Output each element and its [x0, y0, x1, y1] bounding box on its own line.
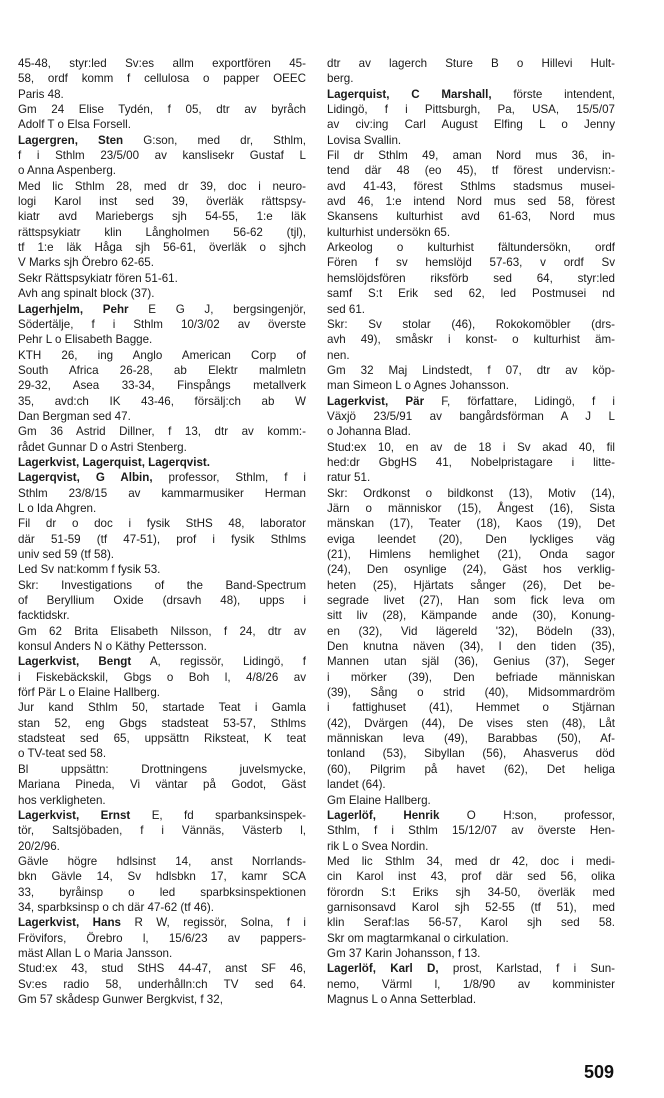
- entry-line: [18, 931, 306, 946]
- entry-line: [18, 700, 306, 715]
- entry-text: mäst Allan L o Maria Jansson.: [18, 946, 173, 960]
- entry-text: mänskan (17), Teater (18), Kaos (19), Det: [327, 517, 615, 531]
- entry-line: [327, 854, 615, 869]
- entry-text: heten (25), Hjärtats sånger (26), Det be-: [327, 578, 615, 592]
- entry-line: [18, 808, 306, 823]
- entry-text: Gm 36 Astrid Dillner, f 13, dtr av komm:-: [18, 425, 306, 439]
- entry-headword: Lagerlöf, Karl D,: [327, 962, 439, 976]
- page-number: 509: [584, 1062, 615, 1082]
- entry-line: [327, 470, 615, 485]
- entry-line: [327, 225, 615, 240]
- entry-text: hemslöjdsfören riksförb sed 64, styr:led: [327, 271, 615, 285]
- entry-line: [327, 240, 615, 255]
- biography-entry: [18, 302, 306, 455]
- entry-line: [18, 854, 306, 869]
- entry-line: [327, 378, 615, 393]
- entry-headword: Lagerqvist, G Albin,: [18, 471, 153, 485]
- entry-text: i Fiskebäckskil, Gbgs o Boh l, 4/8/26 av: [18, 670, 306, 684]
- entry-text: klin Seraf:las 56-57, Karol sjh sed 58.: [327, 916, 615, 930]
- entry-text: nen.: [327, 348, 350, 362]
- entry-line: [18, 946, 306, 961]
- entry-line: [327, 87, 615, 102]
- entry-text: samf S:t Erik sed 62, led Postmusei nd: [327, 287, 615, 301]
- entry-line: [327, 363, 615, 378]
- entry-line: [327, 348, 615, 363]
- entry-text: Skansens kulturhist avd 61-63, Nord mus: [327, 210, 615, 224]
- entry-line: [18, 823, 306, 838]
- entry-text: facktidskr.: [18, 609, 70, 623]
- entry-line: [18, 977, 306, 992]
- entry-line: [327, 624, 615, 639]
- entry-text: människan leva (49), Barabbas (50), Af-: [327, 732, 615, 746]
- entry-line: [18, 440, 306, 455]
- entry-line: [327, 148, 615, 163]
- entry-text: logi Karol inst sed 39, överläk rättspsy-: [18, 195, 306, 209]
- entry-line: [327, 639, 615, 654]
- entry-text: stadsteat sed 65, uppsättn Riksteat, K teat: [18, 732, 306, 746]
- entry-text: 29-32, Asea 33-34, Finspångs metallverk: [18, 379, 306, 393]
- entry-line: [18, 961, 306, 976]
- entry-line: [18, 639, 306, 654]
- entry-line: [327, 977, 615, 992]
- entry-text: 20/2/96.: [18, 839, 60, 853]
- entry-line: [18, 716, 306, 731]
- entry-text: (21), Himlens hemlighet (21), Onda sagor: [327, 548, 615, 561]
- entry-line: [18, 71, 306, 86]
- entry-line: [327, 685, 615, 700]
- entry-text: (60), Pilgrim på havet (62), Det heliga: [327, 762, 615, 776]
- entry-line: [18, 179, 306, 194]
- entry-line: [18, 194, 306, 209]
- entry-text: Jur kand Sthlm 50, startade Teat i Gamla: [18, 701, 306, 715]
- entry-line: [327, 670, 615, 685]
- entry-line: [18, 455, 306, 470]
- entry-text: Skr: Ordkonst o bildkonst (13), Motiv (14),: [327, 486, 615, 500]
- entry-text: 35, avd:ch IK 43-46, försälj:ch ab W: [18, 394, 306, 408]
- entry-headword: Lagerkvist, Hans: [18, 916, 122, 930]
- entry-text: ratur 51.: [327, 471, 371, 485]
- entry-line: [18, 777, 306, 792]
- entry-line: [327, 839, 615, 854]
- entry-text: prost, Karlstad, f i Sun-: [438, 962, 616, 976]
- entry-text: Gm 62 Brita Elisabeth Nilsson, f 24, dtr av: [18, 624, 306, 638]
- entry-line: [18, 731, 306, 746]
- entry-line: [18, 885, 306, 900]
- entry-line: [327, 286, 615, 301]
- entry-line: [18, 992, 306, 1007]
- biography-entry: [18, 56, 306, 133]
- entry-text: O H:son, professor,: [439, 808, 615, 822]
- entry-line: [327, 317, 615, 332]
- entry-line: [18, 56, 306, 71]
- entry-line: [327, 593, 615, 608]
- entry-text: kulturhist undersökn 65.: [327, 225, 451, 239]
- entry-line: [327, 731, 615, 746]
- entry-line: [18, 332, 306, 347]
- entry-line: [327, 762, 615, 777]
- entry-line: [327, 163, 615, 178]
- entry-text: Den knutna näven (34), I den tiden (35),: [327, 640, 615, 654]
- entry-text: Arkeolog o kulturhist fältundersökn, ordf: [327, 241, 615, 255]
- entry-text: segrade livet (27), Han som fick leva om: [327, 594, 615, 608]
- entry-text: Fil dr Sthlm 49, aman Nord mus 36, in-: [327, 149, 615, 163]
- entry-line: [18, 148, 306, 163]
- entry-line: [18, 486, 306, 501]
- entry-text: Avh ang spinalt block (37).: [18, 287, 155, 301]
- entry-line: [18, 654, 306, 669]
- entry-line: [327, 992, 615, 1007]
- entry-text: Bl uppsättn: Drottningens juvelsmycke,: [18, 762, 306, 776]
- entry-text: Med lic Sthlm 34, med dr 42, doc i medi-: [327, 854, 615, 868]
- entry-text: Gm 32 Maj Lindstedt, f 07, dtr av köp-: [327, 363, 615, 377]
- entry-text: tör, Saltsjöbaden, f i Vännäs, Västerb l,: [18, 824, 306, 838]
- entry-text: Lovisa Svallin.: [327, 133, 402, 147]
- entry-text: 33, byråinsp o led sparbksinspektionen: [18, 885, 306, 899]
- entry-text: (42), Dvärgen (44), De vises sten (48), Låt: [327, 716, 615, 730]
- entry-line: [327, 700, 615, 715]
- entry-line: [18, 624, 306, 639]
- entry-text: Paris 48.: [18, 87, 64, 101]
- entry-line: [327, 808, 615, 823]
- entry-text: professor, Sthlm, f i: [152, 471, 306, 485]
- entry-line: [327, 486, 615, 501]
- entry-headword: Lagerhjelm, Pehr: [18, 302, 129, 316]
- entry-text: 58, ordf komm f cellulosa o papper OEEC: [18, 72, 306, 86]
- entry-line: [327, 885, 615, 900]
- entry-line: [18, 348, 306, 363]
- entry-line: [18, 516, 306, 531]
- entry-line: [18, 746, 306, 761]
- entry-text: avd 46, 1:e intend Nord mus sed 58, förest: [327, 195, 615, 209]
- entry-line: [18, 255, 306, 270]
- entry-text: A, regissör, Lidingö, f: [131, 655, 306, 669]
- entry-text: Adolf T o Elsa Forsell.: [18, 118, 131, 132]
- entry-line: [327, 532, 615, 547]
- entry-headword: Lagerkvist, Pär: [327, 394, 425, 408]
- entry-text: of Beryllium Oxide (drsavh 48), upps i: [18, 594, 306, 608]
- entry-line: [327, 255, 615, 270]
- entry-headword: Lagerkvist, Lagerquist, Lagerqvist.: [18, 455, 210, 469]
- entry-line: [327, 302, 615, 317]
- biography-entry: [18, 455, 306, 470]
- entry-text: V Marks sjh Örebro 62-65.: [18, 256, 154, 270]
- entry-text: o Johanna Blad.: [327, 425, 411, 439]
- entry-text: stan 52, eng Gbgs stadsteat 53-57, Sthlms: [18, 716, 306, 730]
- entry-text: L o Ida Ahgren.: [18, 501, 97, 515]
- entry-text: Magnus L o Anna Setterblad.: [327, 992, 477, 1006]
- entry-line: [327, 793, 615, 808]
- entry-text: berg.: [327, 72, 354, 86]
- entry-line: [327, 961, 615, 976]
- entry-text: 45-48, styr:led Sv:es allm exportfören 45-: [18, 57, 306, 70]
- left-column: [18, 56, 306, 1007]
- entry-text: en (32), Vid lägereld '32), Bödeln (33),: [327, 624, 615, 638]
- entry-text: Skr: Sv stolar (46), Rokokomöbler (drs-: [327, 317, 615, 331]
- entry-line: [18, 839, 306, 854]
- biography-entry: [327, 87, 615, 394]
- entry-text: av civ:ing Carl August Elfing L o Jenny: [327, 118, 615, 132]
- entry-text: avd 41-43, förest Sthlms stadsmus musei-: [327, 179, 615, 193]
- entry-text: Sekr Rättspsykiatr fören 51-61.: [18, 271, 178, 285]
- entry-headword: Lagerlöf, Henrik: [327, 808, 440, 822]
- biography-entry: [18, 654, 306, 807]
- entry-line: [327, 562, 615, 577]
- entry-text: bkn Gävle 14, Sv hdlsbkn 17, kamr SCA: [18, 870, 306, 884]
- entry-line: [18, 915, 306, 930]
- entry-text: konsul Anders N o Käthy Pettersson.: [18, 640, 207, 654]
- entry-text: eviga leendet (20), Den lyckliges väg: [327, 532, 615, 546]
- entry-text: förste intendent,: [491, 87, 615, 101]
- entry-line: [327, 915, 615, 930]
- entry-text: KTH 26, ing Anglo American Corp of: [18, 348, 306, 362]
- entry-line: [18, 133, 306, 148]
- entry-text: tf 1:e läk Håga sjh 56-61, överläk o sjhch: [18, 241, 306, 255]
- entry-line: [18, 240, 306, 255]
- entry-text: Gm 24 Elise Tydén, f 05, dtr av byråch: [18, 103, 306, 117]
- entry-line: [18, 762, 306, 777]
- entry-line: [18, 102, 306, 117]
- entry-text: Gävle högre hdlsinst 14, anst Norrlands-: [18, 854, 306, 868]
- entry-line: [18, 593, 306, 608]
- entry-text: Dan Bergman sed 47.: [18, 409, 131, 423]
- entry-text: Växjö 23/5/91 av bangårdsförman A J L: [327, 409, 615, 423]
- entry-text: o Anna Aspenberg.: [18, 164, 116, 178]
- entry-text: o TV-teat sed 58.: [18, 747, 107, 761]
- entry-text: Fören f sv hemslöjd 57-63, v ordf Sv: [327, 256, 615, 270]
- entry-line: [18, 532, 306, 547]
- entry-text: i fattighuset (41), Hemmet o Stjärnan: [327, 701, 615, 715]
- entry-line: [327, 608, 615, 623]
- entry-line: [327, 931, 615, 946]
- entry-line: [327, 133, 615, 148]
- entry-line: [327, 716, 615, 731]
- entry-line: [18, 424, 306, 439]
- entry-text: F, författare, Lidingö, f i: [424, 394, 615, 408]
- entry-text: 34, sparbksinsp o ch där 47-62 (tf 46).: [18, 900, 214, 914]
- entry-line: [327, 900, 615, 915]
- entry-text: Led Sv nat:komm f fysik 53.: [18, 563, 161, 577]
- entry-text: Med lic Sthlm 28, med dr 39, doc i neuro-: [18, 179, 306, 193]
- entry-text: förordn S:t Eriks sjh 34-50, överläk med: [327, 885, 615, 899]
- entry-text: cin Karol inst 43, prof där sed 56, olika: [327, 870, 615, 884]
- entry-line: [18, 501, 306, 516]
- entry-text: E, fd sparbanksinspek-: [130, 808, 307, 822]
- entry-text: E G J, bergsingenjör,: [128, 302, 306, 316]
- entry-line: [327, 946, 615, 961]
- entry-text: univ sed 59 (tf 58).: [18, 548, 115, 561]
- entry-text: Gm Elaine Hallberg.: [327, 793, 431, 807]
- biography-entry: [327, 808, 615, 961]
- entry-text: tonland (53), Sibyllan (56), Ahasverus död: [327, 747, 615, 761]
- entry-line: [18, 869, 306, 884]
- entry-line: [327, 547, 615, 562]
- entry-text: i mörker (39), Den befriade människan: [327, 670, 615, 684]
- entry-text: Stud:ex 43, stud StHS 44-47, anst SF 46,: [18, 962, 306, 976]
- entry-text: avh 49), småskr i konst- o kulturhist äm-: [327, 333, 615, 347]
- entry-text: South Africa 26-28, ab Elektr malmletn: [18, 363, 306, 377]
- entry-line: [18, 378, 306, 393]
- entry-line: [327, 117, 615, 132]
- entry-line: [18, 286, 306, 301]
- entry-line: [327, 56, 615, 71]
- biography-entry: [18, 470, 306, 654]
- entry-text: Sthlm 23/8/15 av kammarmusiker Herman: [18, 486, 306, 500]
- entry-line: [327, 209, 615, 224]
- entry-text: (39), Sång o strid (40), Midsommardröm: [327, 686, 615, 700]
- entry-line: [18, 409, 306, 424]
- entry-text: Mariana Pineda, Vi väntar på Godot, Gäst: [18, 778, 306, 792]
- entry-text: rådet Gunnar D o Astri Stenberg.: [18, 440, 187, 454]
- entry-line: [327, 654, 615, 669]
- entry-text: hed:dr GbgHS 41, Nobelpristagare i litte-: [327, 455, 615, 469]
- entry-line: [327, 578, 615, 593]
- entry-line: [327, 516, 615, 531]
- entry-text: R W, regissör, Solna, f i: [121, 916, 306, 930]
- entry-line: [327, 71, 615, 86]
- entry-line: [327, 746, 615, 761]
- entry-headword: Lagerkvist, Bengt: [18, 655, 132, 669]
- entry-headword: Lagerkvist, Ernst: [18, 808, 131, 822]
- entry-line: [18, 670, 306, 685]
- entry-line: [18, 900, 306, 915]
- entry-line: [18, 225, 306, 240]
- entry-line: [327, 271, 615, 286]
- entry-text: Lidingö, f i Pittsburgh, Pa, USA, 15/5/07: [327, 103, 615, 117]
- entry-text: Skr om magtarmkanal o cirkulation.: [327, 931, 509, 945]
- entry-line: [327, 777, 615, 792]
- biography-entry: [327, 394, 615, 808]
- entry-line: [327, 869, 615, 884]
- entry-text: (24), Den osynlige (24), Gäst hos verklig-: [327, 563, 615, 577]
- entry-line: [327, 179, 615, 194]
- entry-line: [18, 163, 306, 178]
- entry-line: [327, 332, 615, 347]
- entry-line: [327, 409, 615, 424]
- entry-line: [327, 823, 615, 838]
- entry-line: [18, 302, 306, 317]
- entry-text: f i Sthlm 23/5/00 av kanslisekr Gustaf L: [18, 149, 306, 163]
- entry-text: Skr: Investigations of the Band-Spectrum: [18, 578, 306, 592]
- entry-text: Pehr L o Elisabeth Bagge.: [18, 333, 153, 347]
- entry-line: [18, 394, 306, 409]
- entry-line: [18, 547, 306, 562]
- entry-text: nemo, Värml l, 1/8/90 av komminister: [327, 977, 615, 991]
- entry-text: Sthlm, f i Sthlm 15/12/07 av överste Hen-: [327, 824, 615, 838]
- entry-text: Gm 37 Karin Johansson, f 13.: [327, 946, 481, 960]
- entry-text: sitt liv (28), Kämpande ande (30), Konung-: [327, 609, 615, 623]
- entry-line: [327, 440, 615, 455]
- biography-entry: [18, 808, 306, 915]
- entry-line: [18, 363, 306, 378]
- entry-text: rik L o Svea Nordin.: [327, 839, 429, 853]
- entry-line: [327, 102, 615, 117]
- entry-line: [18, 87, 306, 102]
- entry-text: Gm 57 skådesp Gunwer Bergkvist, f 32,: [18, 992, 223, 1006]
- entry-headword: Lagerquist, C Marshall,: [327, 87, 492, 101]
- entry-text: Fil dr o doc i fysik StHS 48, laborator: [18, 517, 306, 531]
- entry-text: man Simeon L o Agnes Johansson.: [327, 379, 509, 393]
- entry-text: där 51-59 (tf 47-51), prof i fysik Sthlms: [18, 532, 306, 546]
- entry-line: [18, 608, 306, 623]
- biography-entry: [18, 133, 306, 302]
- entry-text: landet (64).: [327, 778, 386, 792]
- entry-text: Stud:ex 10, en av de 18 i Sv akad 40, fil: [327, 440, 615, 454]
- entry-line: [18, 685, 306, 700]
- entry-text: Mannen utan själ (36), Genius (37), Seger: [327, 655, 615, 669]
- entry-text: rättspsykiatr klin Långholmen 56-62 (tjl),: [18, 225, 306, 239]
- entry-line: [327, 394, 615, 409]
- entry-text: G:son, med dr, Sthlm,: [123, 133, 306, 147]
- entry-line: [18, 793, 306, 808]
- entry-text: hos verkligheten.: [18, 793, 106, 807]
- entry-text: Södertälje, f i Sthlm 10/3/02 av överste: [18, 317, 306, 331]
- entry-line: [327, 455, 615, 470]
- entry-text: Järn o människor (15), Ångest (16), Sista: [327, 501, 615, 515]
- entry-line: [327, 424, 615, 439]
- biography-entry: [327, 56, 615, 87]
- entry-headword: Lagergren, Sten: [18, 133, 124, 147]
- entry-text: tend där 48 (eo 45), tf förest undervisn:-: [327, 164, 615, 178]
- entry-line: [18, 317, 306, 332]
- entry-text: kiatr avd Mariebergs sjh 54-55, 1:e läk: [18, 210, 306, 224]
- biography-entry: [327, 961, 615, 1007]
- entry-line: [18, 271, 306, 286]
- entry-line: [327, 501, 615, 516]
- entry-text: Sv:es radio 58, underhålln:ch TV sed 64.: [18, 977, 306, 991]
- entry-line: [18, 470, 306, 485]
- entry-text: Frövifors, Örebro l, 15/6/23 av pappers-: [18, 931, 306, 945]
- right-column: [327, 56, 615, 1007]
- entry-text: sed 61.: [327, 302, 366, 316]
- biography-entry: [18, 915, 306, 1007]
- entry-line: [18, 578, 306, 593]
- entry-line: [18, 209, 306, 224]
- entry-text: dtr av lagerch Sture B o Hillevi Hult-: [327, 57, 615, 70]
- entry-text: förf Pär L o Elaine Hallberg.: [18, 686, 160, 700]
- entry-line: [18, 117, 306, 132]
- entry-line: [18, 562, 306, 577]
- entry-line: [327, 194, 615, 209]
- entry-text: garnisonsavd Karol sjh 52-55 (tf 51), med: [327, 900, 615, 914]
